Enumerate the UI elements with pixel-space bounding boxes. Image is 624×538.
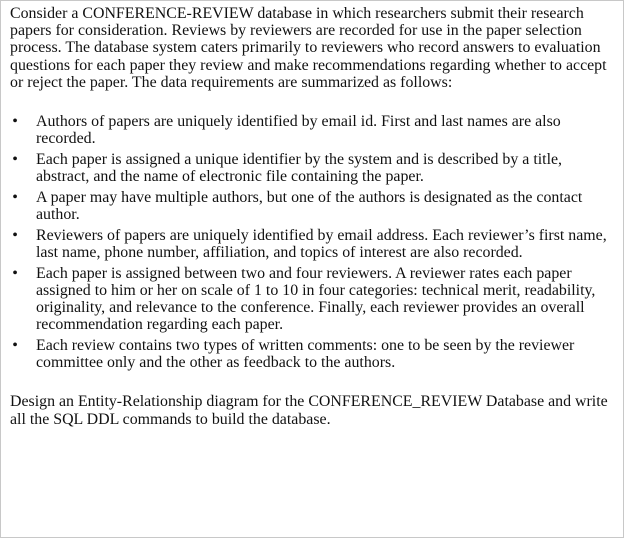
- bullet-icon: •: [12, 264, 18, 282]
- bullet-icon: •: [12, 150, 18, 168]
- list-item: [10, 265, 614, 334]
- list-item: [10, 113, 614, 147]
- bullet-icon: •: [12, 113, 18, 131]
- list-item: [10, 151, 614, 185]
- closing-section: [10, 393, 614, 427]
- bullet-icon: •: [12, 226, 18, 244]
- requirement-text: Each paper is assigned between two and four reviewers. A reviewer rates each paper assigned to him or her on scale of 1 to 10 in four categories: technical merit, readability, originality, and relevance to the conference. Finally, each reviewer provides an overall recommendation regarding each paper.: [36, 264, 596, 334]
- document-body: [10, 5, 614, 428]
- bullet-icon: •: [12, 188, 18, 206]
- requirement-text: Reviewers of papers are uniquely identified by email address. Each reviewer’s first name, last name, phone number, affiliation, and topics of interest are also recorded.: [36, 226, 607, 261]
- list-item: [10, 337, 614, 371]
- intro-section: [10, 5, 614, 91]
- list-item: [10, 189, 614, 223]
- closing-paragraph: Design an Entity-Relationship diagram for the CONFERENCE_REVIEW Database and write all the SQL DDL commands to build the database.: [10, 393, 608, 428]
- requirement-text: Each paper is assigned a unique identifier by the system and is described by a title, abstract, and the name of electronic file containing the paper.: [36, 150, 563, 186]
- requirement-text: Each review contains two types of written comments: one to be seen by the reviewer committee only and the other as feedback to the authors.: [36, 336, 575, 372]
- list-item: [10, 227, 614, 261]
- intro-paragraph: Consider a CONFERENCE-REVIEW database in which researchers submit their research papers for consideration. Reviews by reviewers are recorded for use in the paper selection process. The database system caters primarily to reviewers who record answers to evaluation questions for each paper they review and make recommendations regarding whether to accept or reject the paper. The data requirements are summarized as follows:: [10, 5, 607, 91]
- requirement-text: A paper may have multiple authors, but one of the authors is designated as the contact author.: [36, 188, 583, 224]
- requirements-list: [10, 113, 614, 371]
- bullet-icon: •: [12, 336, 18, 354]
- requirement-text: Authors of papers are uniquely identified by email id. First and last names are also recorded.: [36, 113, 561, 148]
